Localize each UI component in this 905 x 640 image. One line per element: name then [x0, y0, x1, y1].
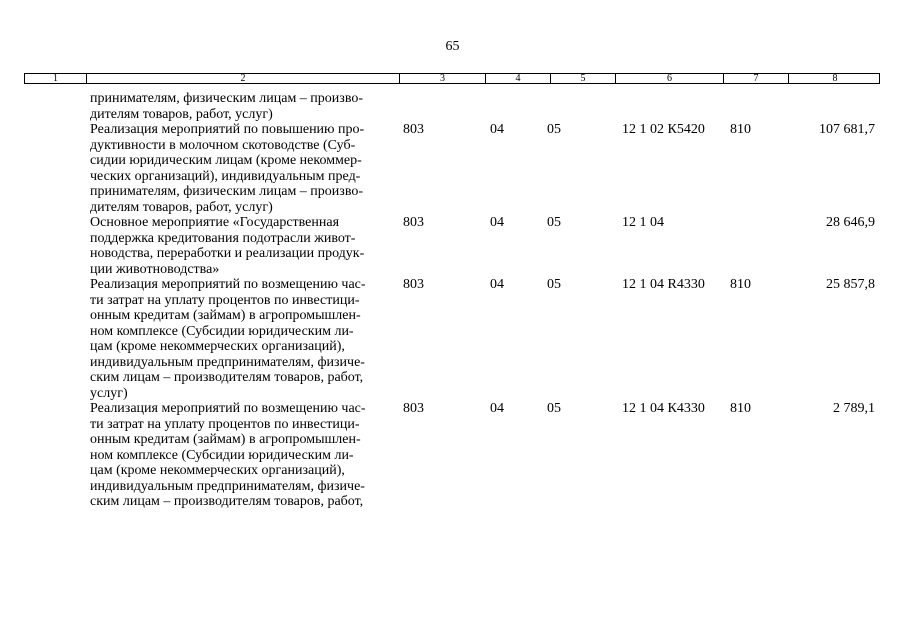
description-line: ном комплексе (Субсидии юридическим ли- [90, 323, 354, 339]
code-subsection: 05 [547, 215, 561, 230]
description-line: услуг) [90, 385, 128, 401]
header-col-5: 5 [550, 74, 615, 83]
code-admin: 803 [403, 215, 424, 230]
code-expense-type: 810 [730, 277, 751, 292]
table-row [0, 122, 905, 215]
code-section: 04 [490, 122, 504, 137]
header-col-2: 2 [86, 74, 399, 83]
row-description [90, 215, 395, 277]
page-number: 65 [445, 39, 460, 54]
description-line: дителям товаров, работ, услуг) [90, 199, 273, 215]
amount: 2 789,1 [833, 401, 875, 416]
description-line: ции животноводства» [90, 261, 220, 277]
row-description [90, 91, 395, 122]
header-col-6: 6 [615, 74, 723, 83]
code-target: 12 1 04 К4330 [622, 401, 705, 416]
header-col-7: 7 [723, 74, 788, 83]
row-description [90, 122, 395, 215]
description-line: Реализация мероприятий по возмещению час- [90, 277, 366, 292]
amount: 25 857,8 [826, 277, 875, 292]
code-admin: 803 [403, 277, 424, 292]
description-line: новодства, переработки и реализации продук- [90, 246, 365, 261]
table-row [0, 401, 905, 510]
description-line: поддержка кредитования подотрасли живот- [90, 230, 356, 246]
description-line: сидии юридическим лицам (кроме некоммер- [90, 153, 362, 168]
code-target: 12 1 04 R4330 [622, 277, 705, 292]
table-body [0, 91, 905, 510]
description-line: цам (кроме некоммерческих организаций), [90, 463, 345, 478]
description-line: цам (кроме некоммерческих организаций), [90, 339, 345, 354]
description-line: дуктивности в молочном скотоводстве (Суб- [90, 137, 356, 153]
table-row [0, 277, 905, 401]
description-line: принимателям, физическим лицам – произво- [90, 91, 363, 106]
table-row [0, 215, 905, 277]
code-admin: 803 [403, 122, 424, 137]
header-col-1: 1 [53, 73, 58, 84]
description-line: ти затрат на уплату процентов по инвестици- [90, 292, 360, 308]
table-header [24, 73, 880, 84]
code-target: 12 1 02 К5420 [622, 122, 705, 137]
description-line: ти затрат на уплату процентов по инвестици- [90, 416, 360, 432]
code-subsection: 05 [547, 277, 561, 292]
description-line: ским лицам – производителям товаров, работ, [90, 494, 364, 509]
code-subsection: 05 [547, 401, 561, 416]
row-description [90, 401, 395, 510]
code-section: 04 [490, 277, 504, 292]
description-line: принимателям, физическим лицам – произво- [90, 184, 363, 199]
code-target: 12 1 04 [622, 215, 664, 230]
description-line: ским лицам – производителям товаров, работ, [90, 370, 364, 385]
description-line: ном комплексе (Субсидии юридическим ли- [90, 447, 354, 463]
table-row [0, 91, 905, 122]
description-line: ческих организаций), индивидуальным пред- [90, 168, 361, 184]
code-expense-type: 810 [730, 122, 751, 137]
header-col-8: 8 [788, 74, 881, 83]
amount: 28 646,9 [826, 215, 875, 230]
description-line: Реализация мероприятий по повышению про- [90, 122, 365, 137]
description-line: дителям товаров, работ, услуг) [90, 106, 273, 122]
description-line: онным кредитам (займам) в агропромышлен- [90, 308, 361, 323]
code-admin: 803 [403, 401, 424, 416]
description-line: индивидуальным предпринимателям, физиче- [90, 354, 365, 370]
description-line: Реализация мероприятий по возмещению час- [90, 401, 366, 416]
code-section: 04 [490, 215, 504, 230]
row-description [90, 277, 395, 401]
code-expense-type: 810 [730, 401, 751, 416]
description-line: Основное мероприятие «Государственная [90, 215, 340, 230]
description-line: индивидуальным предпринимателям, физиче- [90, 478, 365, 494]
header-col-4: 4 [485, 74, 550, 83]
code-section: 04 [490, 401, 504, 416]
code-subsection: 05 [547, 122, 561, 137]
description-line: онным кредитам (займам) в агропромышлен- [90, 432, 361, 447]
amount: 107 681,7 [819, 122, 875, 137]
header-col-3: 3 [399, 74, 485, 83]
